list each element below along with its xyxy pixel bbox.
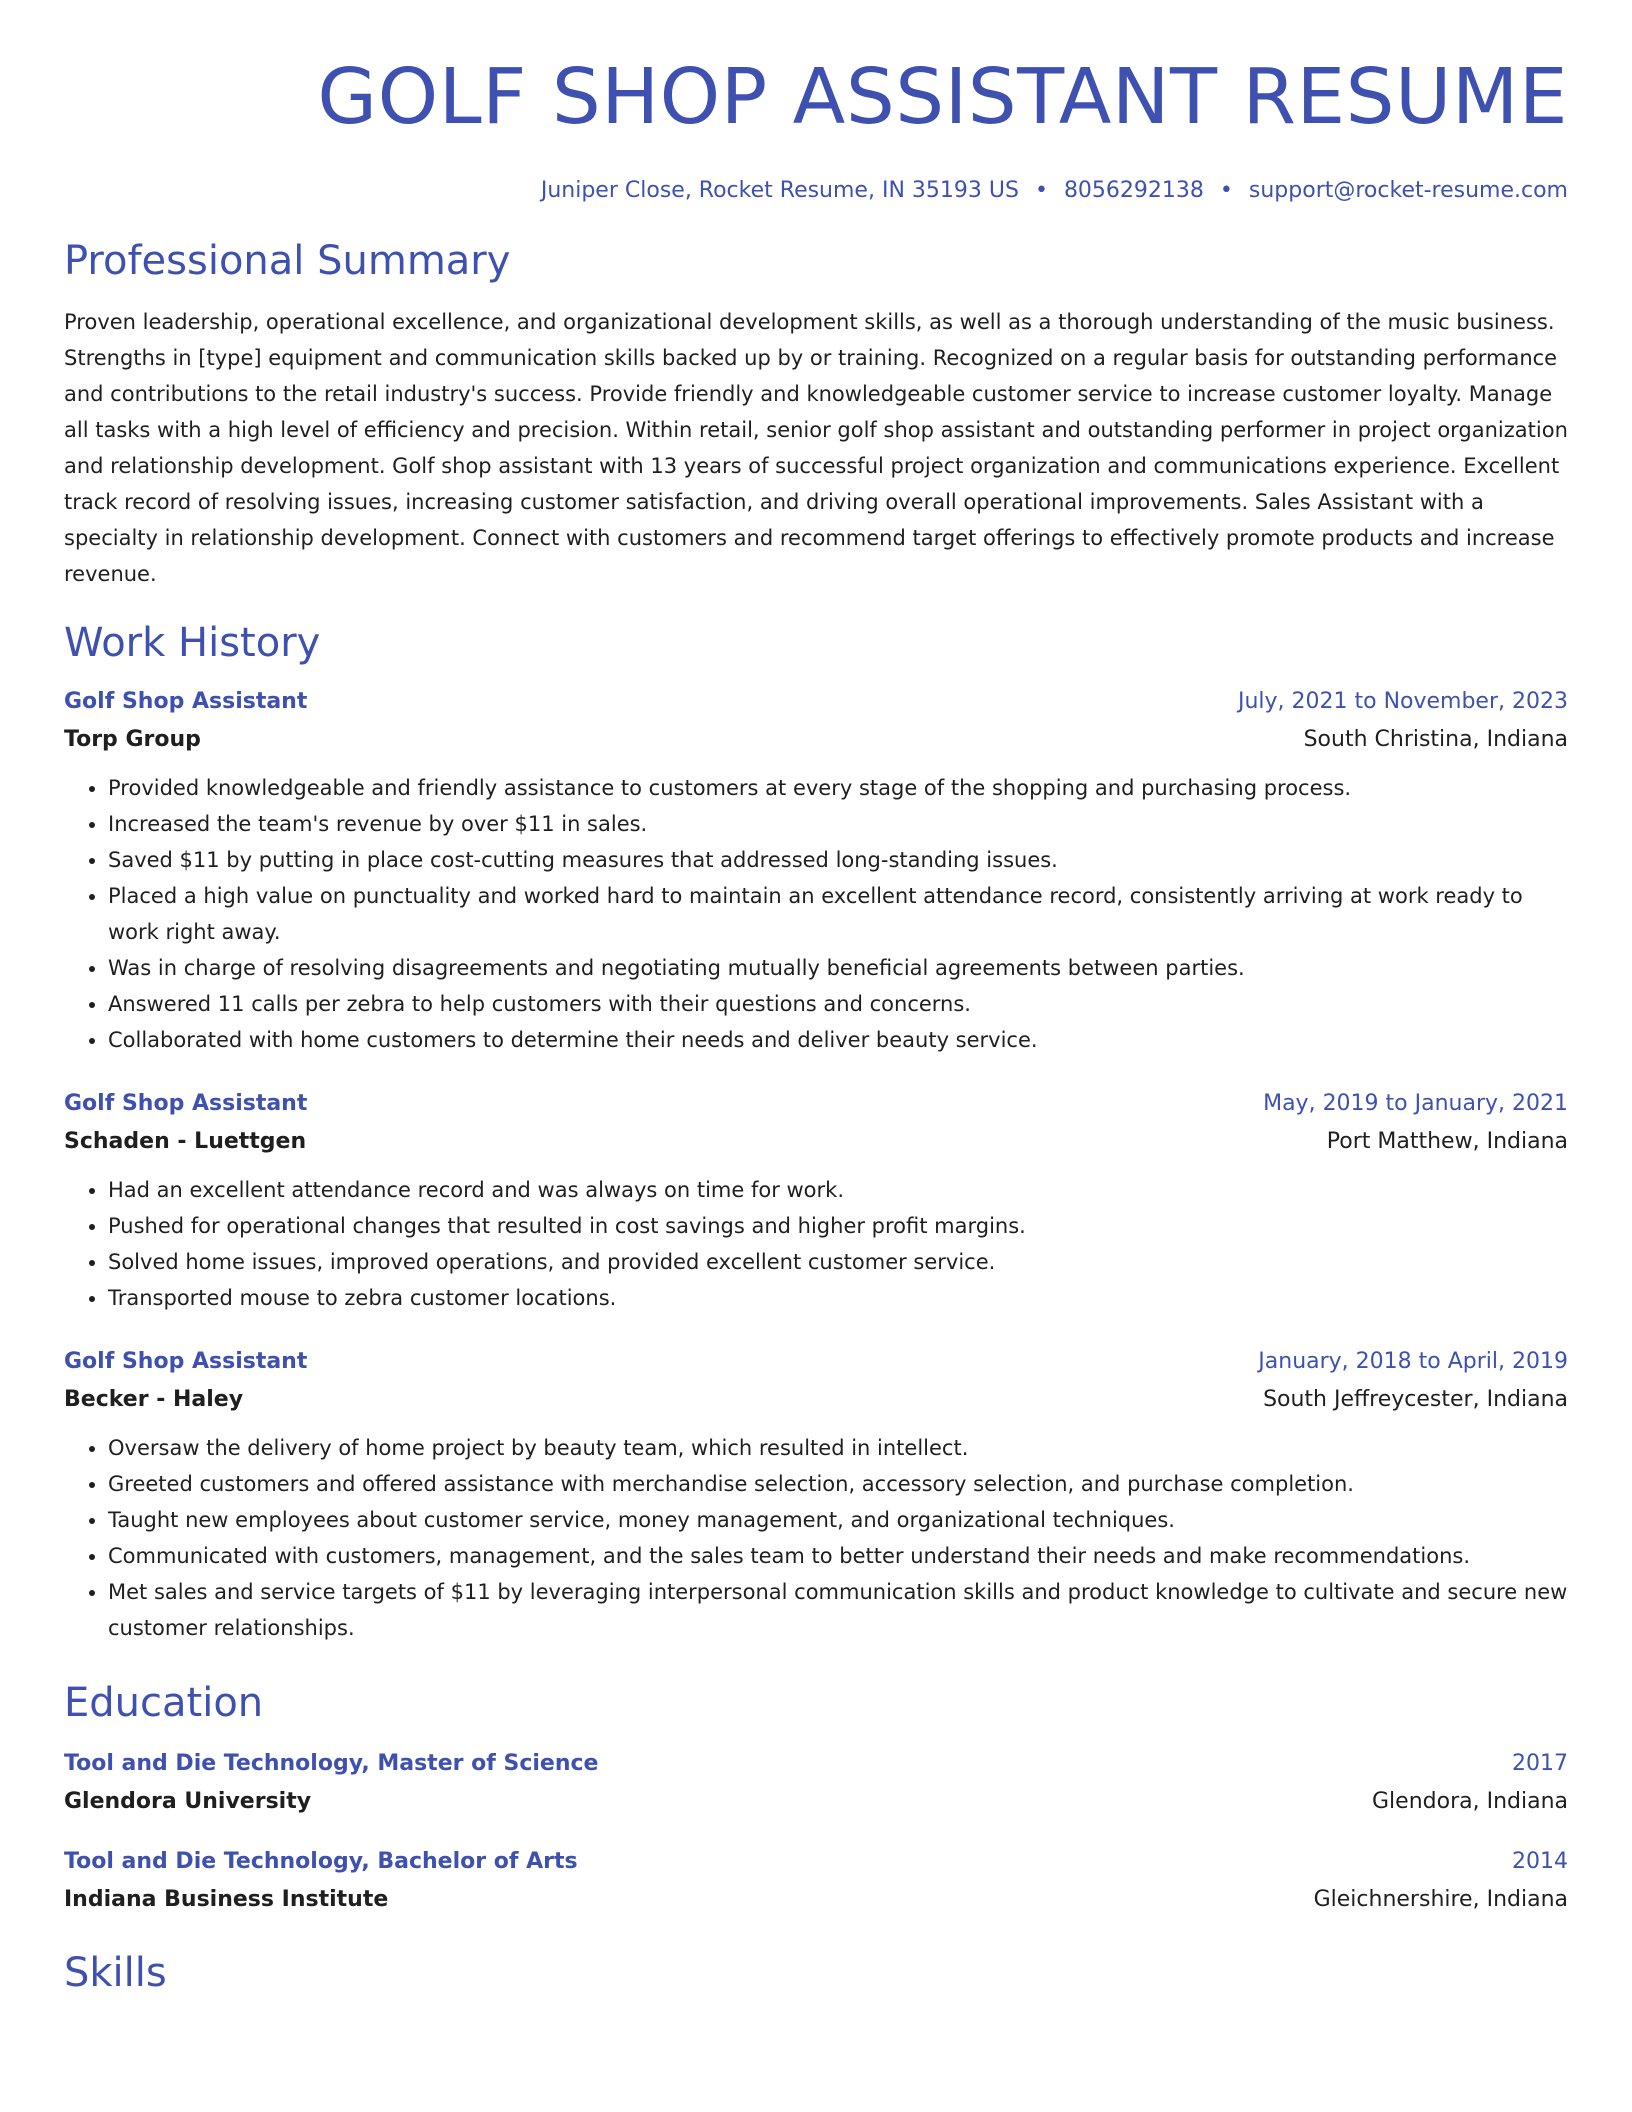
job-entry (64, 684, 1568, 1058)
job-location: South Jeffreycester, Indiana (1263, 1387, 1568, 1412)
skills-heading: Skills (64, 1950, 167, 1996)
job-bullet: • Pushed for operational changes that resulted in cost savings and higher profit margins. (108, 1208, 1568, 1244)
resume-title: GOLF SHOP ASSISTANT RESUME (317, 53, 1568, 142)
job-bullet: • Saved $11 by putting in place cost-cutting measures that addressed long-standing issues. (108, 842, 1568, 878)
contact-separator: • (1034, 178, 1048, 203)
job-bullet: • Solved home issues, improved operations, and provided excellent customer service. (108, 1244, 1568, 1280)
job-role: Golf Shop Assistant (64, 689, 308, 714)
job-dates: May, 2019 to January, 2021 (1263, 1091, 1568, 1116)
education-year: 2017 (1512, 1751, 1568, 1776)
job-location: South Christina, Indiana (1303, 727, 1568, 752)
job-bullet: • Greeted customers and offered assistance with merchandise selection, accessory selection, and purchase completion. (108, 1466, 1568, 1502)
job-bullets (64, 1430, 1568, 1646)
job-role: Golf Shop Assistant (64, 1091, 308, 1116)
education-entry (64, 1746, 1568, 1822)
job-bullet: • Taught new employees about customer service, money management, and organizational techniques. (108, 1502, 1568, 1538)
work-history-list (64, 684, 1568, 1646)
job-company: Becker - Haley (64, 1387, 244, 1412)
job-entry (64, 1086, 1568, 1316)
summary-text: Proven leadership, operational excellence, and organizational development skills, as well as a thorough understanding of the music business. Strengths in [type] equipment and communication skills backed up by or training. Recognized on a regular basis for outstanding performance and contributions to the retail industry's success. Provide friendly and knowledgeable customer service to increase customer loyalty. Manage all tasks with a high level of efficiency and precision. Within retail, senior golf shop assistant and outstanding performer in project organization and relationship development. Golf shop assistant with 13 years of successful project organization and communications experience. Excellent track record of resolving issues, increasing customer satisfaction, and driving overall operational improvements. Sales Assistant with a specialty in relationship development. Connect with customers and recommend target offerings to effectively promote products and increase revenue. (64, 310, 1568, 586)
job-bullet: • Met sales and service targets of $11 by leveraging interpersonal communication skills and product knowledge to cultivate and secure new customer relationships. (108, 1574, 1568, 1646)
education-heading: Education (64, 1680, 264, 1726)
job-bullet: • Had an excellent attendance record and was always on time for work. (108, 1172, 1568, 1208)
contact-email[interactable]: support@rocket-resume.com (1248, 178, 1568, 203)
education-location: Gleichnershire, Indiana (1313, 1887, 1568, 1912)
job-bullet: • Oversaw the delivery of home project by beauty team, which resulted in intellect. (108, 1430, 1568, 1466)
job-bullet: • Communicated with customers, management, and the sales team to better understand their needs and make recommendations. (108, 1538, 1568, 1574)
job-company: Torp Group (64, 727, 201, 752)
education-degree: Tool and Die Technology, Bachelor of Arts (64, 1849, 578, 1874)
job-bullet: • Transported mouse to zebra customer locations. (108, 1280, 1568, 1316)
job-bullets (64, 1172, 1568, 1316)
job-bullet: • Was in charge of resolving disagreements and negotiating mutually beneficial agreements between parties. (108, 950, 1568, 986)
summary-heading: Professional Summary (64, 238, 511, 284)
education-school: Glendora University (64, 1789, 312, 1814)
job-bullet: • Increased the team's revenue by over $11 in sales. (108, 806, 1568, 842)
education-year: 2014 (1512, 1849, 1568, 1874)
job-bullet: • Provided knowledgeable and friendly assistance to customers at every stage of the shopping and purchasing process. (108, 770, 1568, 806)
education-school: Indiana Business Institute (64, 1887, 389, 1912)
education-location: Glendora, Indiana (1372, 1789, 1568, 1814)
job-company: Schaden - Luettgen (64, 1129, 307, 1154)
job-bullet: • Answered 11 calls per zebra to help customers with their questions and concerns. (108, 986, 1568, 1022)
contact-address: Juniper Close, Rocket Resume, IN 35193 US (540, 178, 1019, 203)
contact-phone: 8056292138 (1063, 178, 1204, 203)
job-entry (64, 1344, 1568, 1646)
education-entry (64, 1844, 1568, 1920)
contact-separator: • (1219, 178, 1233, 203)
job-dates: January, 2018 to April, 2019 (1258, 1349, 1568, 1374)
contact-line (64, 176, 1568, 206)
job-role: Golf Shop Assistant (64, 1349, 308, 1374)
job-dates: July, 2021 to November, 2023 (1237, 689, 1568, 714)
education-degree: Tool and Die Technology, Master of Science (64, 1751, 599, 1776)
job-bullet: • Placed a high value on punctuality and worked hard to maintain an excellent attendance record, consistently arriving at work ready to work right away. (108, 878, 1568, 950)
work-history-heading: Work History (64, 620, 321, 666)
job-location: Port Matthew, Indiana (1326, 1129, 1568, 1154)
job-bullets (64, 770, 1568, 1058)
job-bullet: • Collaborated with home customers to determine their needs and deliver beauty service. (108, 1022, 1568, 1058)
